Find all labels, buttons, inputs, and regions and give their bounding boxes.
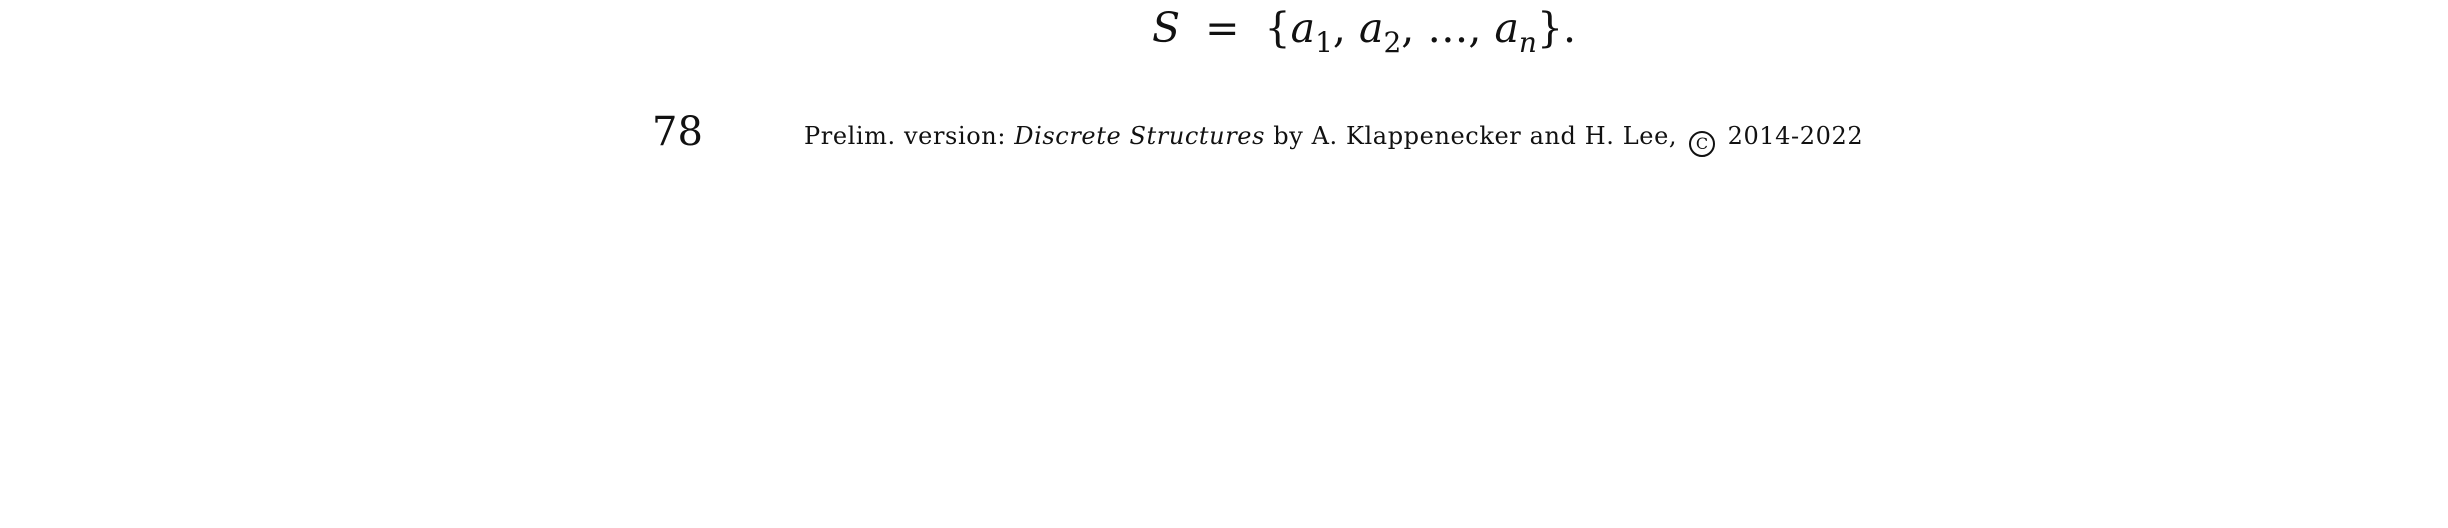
copyright-icon: C	[1689, 131, 1715, 157]
footer-credit-line	[804, 124, 1863, 157]
term-2-base: a	[1359, 4, 1384, 52]
term-1-subscript: 1	[1315, 26, 1333, 59]
page-number: 78	[652, 109, 703, 155]
close-brace-period: }.	[1536, 4, 1577, 52]
display-equation: $S = \{a_1$, $a_2$, …, $a_n$}.	[1152, 4, 1577, 59]
footer-years: 2014-2022	[1719, 122, 1864, 150]
term-n-base: a	[1494, 4, 1519, 52]
footer-prefix: Prelim. version:	[804, 122, 1015, 150]
book-title: Discrete Structures	[1014, 122, 1266, 150]
open-brace: {	[1264, 4, 1291, 52]
equals-sign: =	[1205, 4, 1240, 52]
ellipsis: …	[1427, 4, 1469, 52]
set-symbol: S	[1152, 4, 1181, 52]
term-n-subscript: n	[1518, 26, 1537, 59]
term-2-subscript: 2	[1383, 26, 1402, 59]
footer-authors: by A. Klappenecker and H. Lee,	[1265, 122, 1686, 150]
term-1-base: a	[1290, 4, 1316, 52]
